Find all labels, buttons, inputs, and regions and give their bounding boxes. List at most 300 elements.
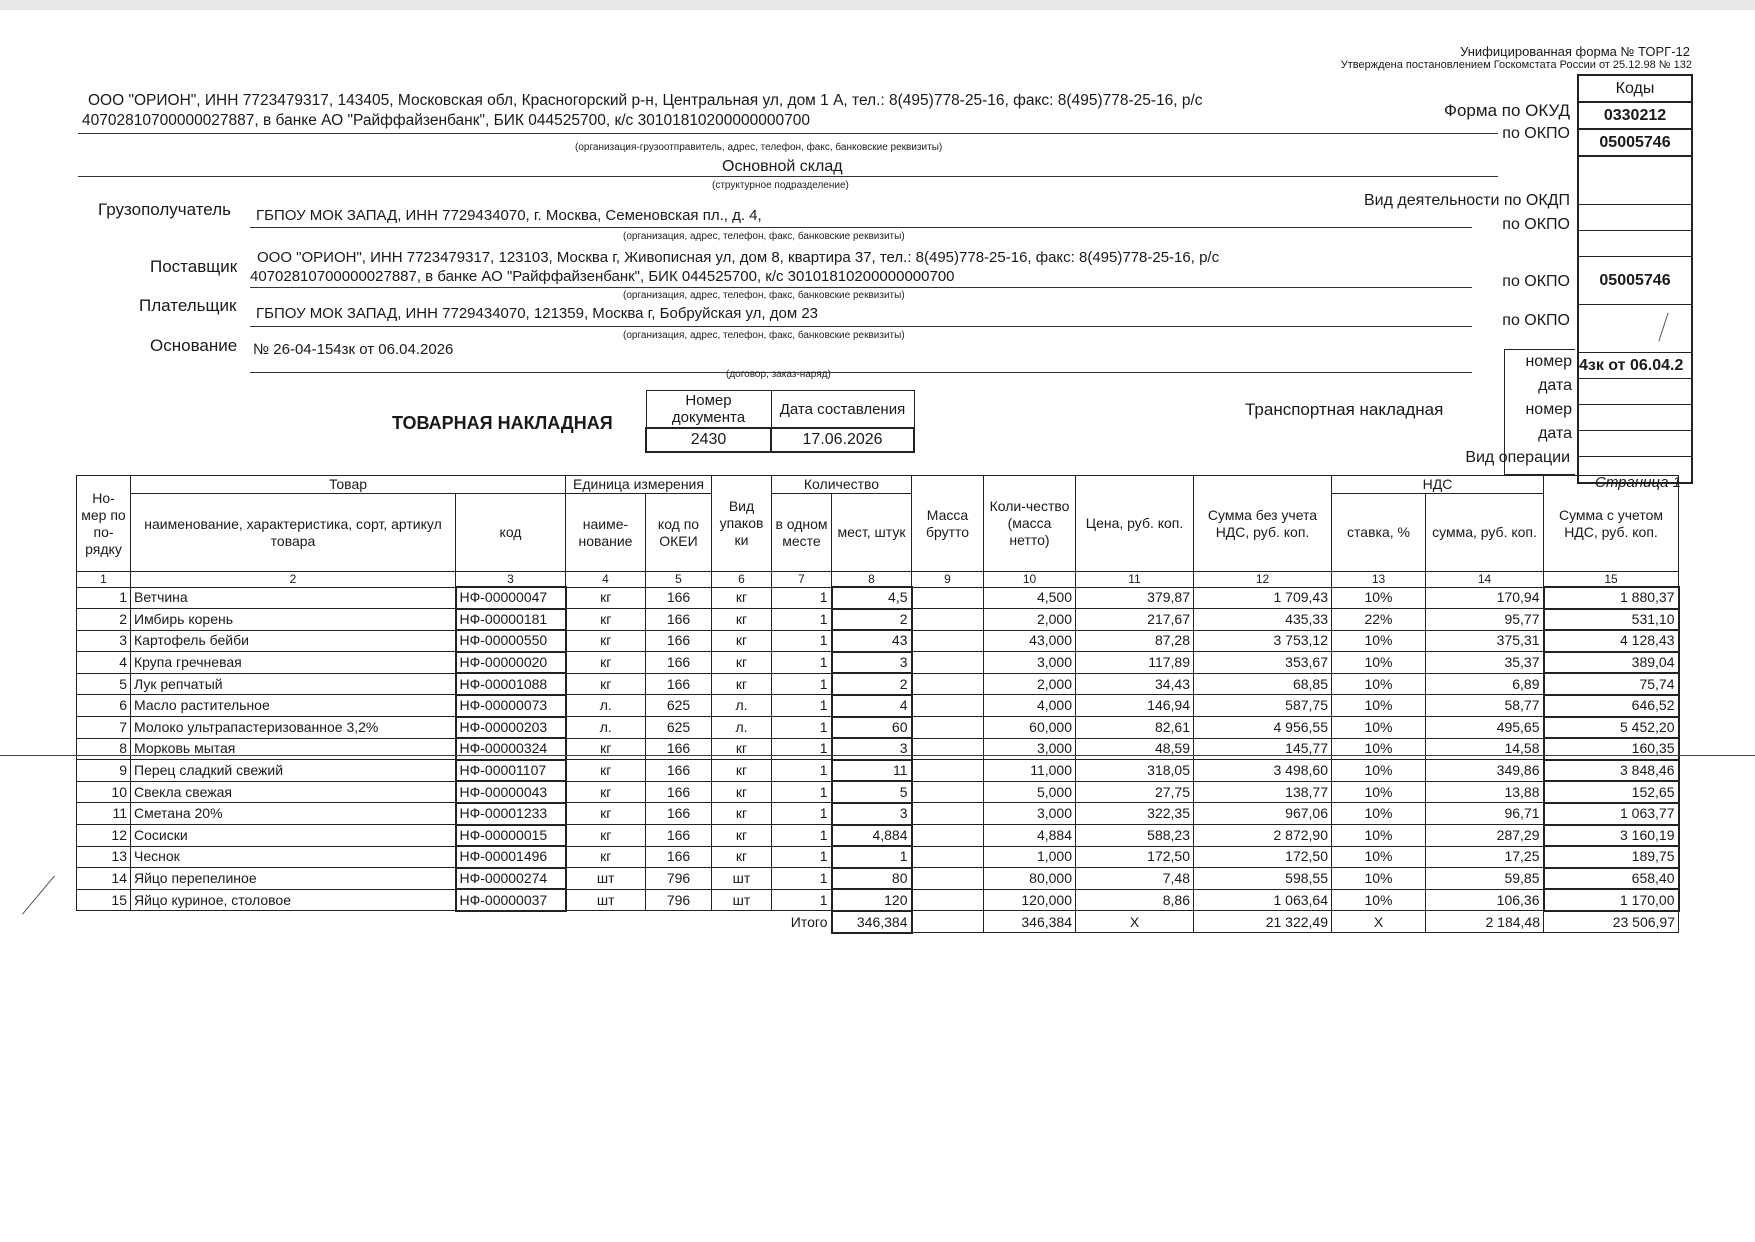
totals-places: 346,384 (832, 911, 912, 933)
row-number: 12 (77, 825, 131, 847)
item-net: 4,884 (984, 825, 1076, 847)
table-row (77, 695, 1679, 717)
item-name: Перец сладкий свежий (131, 760, 456, 782)
item-price: 146,94 (1076, 695, 1194, 717)
item-okei: 166 (646, 846, 712, 868)
item-name: Ветчина (131, 587, 456, 609)
item-sum: 4 956,55 (1194, 717, 1332, 739)
item-net: 1,000 (984, 846, 1076, 868)
item-places: 4 (832, 695, 912, 717)
item-gross (912, 695, 984, 717)
item-unit: кг (566, 760, 646, 782)
item-code: НФ-00001088 (456, 673, 566, 695)
item-price: 172,50 (1076, 846, 1194, 868)
row-number: 3 (77, 630, 131, 652)
item-total: 5 452,20 (1544, 717, 1679, 739)
item-gross (912, 868, 984, 890)
transport-number-label: номер (1525, 401, 1572, 418)
item-places: 4,884 (832, 825, 912, 847)
item-sum: 3 753,12 (1194, 630, 1332, 652)
item-name: Сосиски (131, 825, 456, 847)
item-per-place: 1 (772, 587, 832, 609)
item-okei: 166 (646, 630, 712, 652)
blank-code (1578, 156, 1692, 205)
item-okei: 796 (646, 889, 712, 911)
table-row (77, 760, 1679, 782)
col-number: 2 (131, 572, 456, 588)
item-name: Чеснок (131, 846, 456, 868)
item-price: 8,86 (1076, 889, 1194, 911)
item-vat-rate: 10% (1332, 781, 1426, 803)
item-total: 646,52 (1544, 695, 1679, 717)
item-net: 11,000 (984, 760, 1076, 782)
item-okei: 625 (646, 717, 712, 739)
row-number: 13 (77, 846, 131, 868)
item-places: 2 (832, 673, 912, 695)
th-places: мест, штук (832, 494, 912, 572)
table-row (77, 673, 1679, 695)
item-places: 120 (832, 889, 912, 911)
item-sum: 1 709,43 (1194, 587, 1332, 609)
division-value: Основной склад (722, 158, 843, 175)
item-net: 80,000 (984, 868, 1076, 890)
totals-rate: X (1332, 911, 1426, 933)
item-pack: кг (712, 803, 772, 825)
col-number: 11 (1076, 572, 1194, 588)
item-pack: кг (712, 760, 772, 782)
item-vat-sum: 375,31 (1426, 630, 1544, 652)
item-price: 318,05 (1076, 760, 1194, 782)
document-title: ТОВАРНАЯ НАКЛАДНАЯ (392, 413, 613, 433)
item-places: 3 (832, 738, 912, 760)
column-numbers-row (77, 572, 1679, 588)
item-pack: шт (712, 868, 772, 890)
okpo3-value: 05005746 (1578, 257, 1692, 305)
item-gross (912, 652, 984, 674)
item-per-place: 1 (772, 760, 832, 782)
item-code: НФ-00001496 (456, 846, 566, 868)
col-number: 7 (772, 572, 832, 588)
item-vat-sum: 35,37 (1426, 652, 1544, 674)
table-row (77, 781, 1679, 803)
item-price: 34,43 (1076, 673, 1194, 695)
item-gross (912, 630, 984, 652)
item-total: 389,04 (1544, 652, 1679, 674)
totals-label: Итого (790, 914, 828, 931)
operation-label: Вид операции (1465, 449, 1570, 466)
item-price: 7,48 (1076, 868, 1194, 890)
basis-date-label: дата (1538, 377, 1572, 394)
scan-strike-line (0, 755, 1755, 756)
totals-gross (912, 911, 984, 933)
shipper-line1: ООО "ОРИОН", ИНН 7723479317, 143405, Московская обл, Красногорский р-н, Центральная ул, дом 1 А, тел.: 8(495)778-25-16, факс: 8(495)778-25-16, р/с (88, 92, 1203, 109)
item-code: НФ-00000047 (456, 587, 566, 609)
item-vat-sum: 106,36 (1426, 889, 1544, 911)
item-total: 4 128,43 (1544, 630, 1679, 652)
item-pack: кг (712, 846, 772, 868)
shipper-line2: 40702810700000027887, в банке АО "Райффайзенбанк", БИК 044525700, к/с 30101810200000000700 (82, 112, 811, 129)
item-pack: кг (712, 587, 772, 609)
supplier-label: Поставщик (150, 257, 238, 276)
item-places: 80 (832, 868, 912, 890)
item-okei: 166 (646, 781, 712, 803)
item-total: 189,75 (1544, 846, 1679, 868)
item-name: Имбирь корень (131, 609, 456, 631)
item-net: 2,000 (984, 673, 1076, 695)
item-okei: 166 (646, 803, 712, 825)
item-gross (912, 889, 984, 911)
item-vat-rate: 10% (1332, 630, 1426, 652)
item-per-place: 1 (772, 803, 832, 825)
item-name: Яйцо перепелиное (131, 868, 456, 890)
basis-value: № 26-04-154зк от 06.04.2026 (253, 341, 454, 358)
row-number: 5 (77, 673, 131, 695)
col-number: 15 (1544, 572, 1679, 588)
th-okei: код по ОКЕИ (646, 494, 712, 572)
item-net: 3,000 (984, 652, 1076, 674)
item-vat-rate: 10% (1332, 695, 1426, 717)
item-name: Свекла свежая (131, 781, 456, 803)
th-sum-with-vat: Сумма с учетом НДС, руб. коп. (1544, 476, 1679, 572)
consignee-caption: (организация, адрес, телефон, факс, банковские реквизиты) (623, 231, 905, 242)
item-sum: 353,67 (1194, 652, 1332, 674)
item-vat-sum: 287,29 (1426, 825, 1544, 847)
okpo4-label: по ОКПО (1502, 312, 1570, 329)
item-code: НФ-00000203 (456, 717, 566, 739)
consignee-label: Грузополучатель (98, 200, 231, 219)
basis-number-value: 4зк от 06.04.2 (1578, 353, 1692, 379)
item-code: НФ-00001233 (456, 803, 566, 825)
codes-box (1577, 74, 1693, 484)
item-vat-sum: 17,25 (1426, 846, 1544, 868)
item-vat-sum: 349,86 (1426, 760, 1544, 782)
item-vat-rate: 10% (1332, 803, 1426, 825)
item-pack: кг (712, 630, 772, 652)
th-goods: Товар (131, 476, 566, 494)
item-places: 3 (832, 803, 912, 825)
table-row (77, 717, 1679, 739)
item-gross (912, 803, 984, 825)
item-unit: кг (566, 825, 646, 847)
item-net: 120,000 (984, 889, 1076, 911)
item-unit: кг (566, 781, 646, 803)
okpo3-label: по ОКПО (1502, 273, 1570, 290)
item-vat-sum: 96,71 (1426, 803, 1544, 825)
item-code: НФ-00000015 (456, 825, 566, 847)
item-vat-rate: 22% (1332, 609, 1426, 631)
item-okei: 166 (646, 587, 712, 609)
item-places: 2 (832, 609, 912, 631)
item-gross (912, 717, 984, 739)
shipper-caption: (организация-грузоотправитель, адрес, телефон, факс, банковские реквизиты) (575, 142, 943, 153)
item-per-place: 1 (772, 630, 832, 652)
item-name: Молоко ультрапастеризованное 3,2% (131, 717, 456, 739)
item-places: 43 (832, 630, 912, 652)
item-net: 4,500 (984, 587, 1076, 609)
item-places: 1 (832, 846, 912, 868)
item-name: Масло растительное (131, 695, 456, 717)
row-number: 1 (77, 587, 131, 609)
item-unit: л. (566, 717, 646, 739)
item-okei: 166 (646, 652, 712, 674)
doc-number-header: Номер документа (646, 391, 771, 429)
doc-number-value: 2430 (646, 428, 771, 452)
basis-date-value (1578, 379, 1692, 405)
item-total: 1 880,37 (1544, 587, 1679, 609)
basis-number-label: номер (1525, 353, 1572, 370)
th-unit-name: наиме-нование (566, 494, 646, 572)
th-num: Но-мер по по-рядку (77, 476, 131, 572)
item-pack: кг (712, 673, 772, 695)
goods-rows (77, 587, 1679, 911)
item-pack: кг (712, 781, 772, 803)
item-pack: кг (712, 652, 772, 674)
th-goods-name: наименование, характеристика, сорт, артикул товара (131, 494, 456, 572)
item-unit: кг (566, 673, 646, 695)
item-unit: кг (566, 652, 646, 674)
item-net: 43,000 (984, 630, 1076, 652)
item-total: 3 848,46 (1544, 760, 1679, 782)
th-qty: Количество (772, 476, 912, 494)
item-vat-rate: 10% (1332, 846, 1426, 868)
transport-label: Транспортная накладная (1245, 400, 1444, 419)
item-sum: 68,85 (1194, 673, 1332, 695)
th-net: Коли-чество (масса нетто) (984, 476, 1076, 572)
th-gross: Масса брутто (912, 476, 984, 572)
row-number: 10 (77, 781, 131, 803)
table-row (77, 738, 1679, 760)
row-number: 11 (77, 803, 131, 825)
item-sum: 967,06 (1194, 803, 1332, 825)
th-vat-sum: сумма, руб. коп. (1426, 494, 1544, 572)
totals-vat: 2 184,48 (1426, 911, 1544, 933)
item-sum: 1 063,64 (1194, 889, 1332, 911)
item-sum: 3 498,60 (1194, 760, 1332, 782)
col-number: 4 (566, 572, 646, 588)
totals-net: 346,384 (984, 911, 1076, 933)
row-number: 6 (77, 695, 131, 717)
table-row (77, 587, 1679, 609)
table-row (77, 889, 1679, 911)
item-unit: кг (566, 738, 646, 760)
item-net: 2,000 (984, 609, 1076, 631)
col-number: 6 (712, 572, 772, 588)
col-number: 14 (1426, 572, 1544, 588)
item-code: НФ-00000073 (456, 695, 566, 717)
item-unit: кг (566, 630, 646, 652)
table-row (77, 803, 1679, 825)
item-unit: кг (566, 846, 646, 868)
okpo2-value (1578, 231, 1692, 257)
th-price: Цена, руб. коп. (1076, 476, 1194, 572)
doc-date-value: 17.06.2026 (771, 428, 914, 452)
item-per-place: 1 (772, 695, 832, 717)
item-price: 588,23 (1076, 825, 1194, 847)
item-pack: кг (712, 738, 772, 760)
col-number: 10 (984, 572, 1076, 588)
totals-row (77, 911, 1679, 933)
item-okei: 166 (646, 825, 712, 847)
item-total: 658,40 (1544, 868, 1679, 890)
th-code: код (456, 494, 566, 572)
item-net: 3,000 (984, 738, 1076, 760)
row-number: 2 (77, 609, 131, 631)
col-number: 3 (456, 572, 566, 588)
th-per-place: в одном месте (772, 494, 832, 572)
division-caption: (структурное подразделение) (712, 180, 849, 191)
item-code: НФ-00000274 (456, 868, 566, 890)
item-code: НФ-00000324 (456, 738, 566, 760)
table-row (77, 609, 1679, 631)
item-vat-rate: 10% (1332, 868, 1426, 890)
item-per-place: 1 (772, 825, 832, 847)
col-number: 13 (1332, 572, 1426, 588)
pen-margin-mark (22, 876, 55, 915)
transport-date-label: дата (1538, 425, 1572, 442)
row-number: 8 (77, 738, 131, 760)
item-pack: кг (712, 825, 772, 847)
item-vat-sum: 495,65 (1426, 717, 1544, 739)
item-vat-sum: 13,88 (1426, 781, 1544, 803)
transport-number-value (1578, 405, 1692, 431)
item-places: 4,5 (832, 587, 912, 609)
goods-table (76, 475, 1680, 934)
item-sum: 435,33 (1194, 609, 1332, 631)
item-okei: 796 (646, 868, 712, 890)
item-vat-sum: 58,77 (1426, 695, 1544, 717)
col-number: 8 (832, 572, 912, 588)
row-number: 7 (77, 717, 131, 739)
item-name: Лук репчатый (131, 673, 456, 695)
item-total: 531,10 (1544, 609, 1679, 631)
th-vat-rate: ставка, % (1332, 494, 1426, 572)
item-gross (912, 673, 984, 695)
table-row (77, 868, 1679, 890)
item-gross (912, 846, 984, 868)
item-places: 3 (832, 652, 912, 674)
okdp-label: Вид деятельности по ОКДП (1363, 192, 1570, 209)
item-vat-rate: 10% (1332, 760, 1426, 782)
item-pack: шт (712, 889, 772, 911)
page-label: Страница 1 (1595, 474, 1682, 491)
okpo-value: 05005746 (1578, 129, 1692, 156)
item-vat-sum: 95,77 (1426, 609, 1544, 631)
item-total: 1 170,00 (1544, 889, 1679, 911)
item-per-place: 1 (772, 738, 832, 760)
okpo4-value (1578, 305, 1692, 353)
supplier-line2: 40702810700000027887, в банке АО "Райффайзенбанк", БИК 044525700, к/с 30101810200000000700 (250, 268, 955, 285)
scan-edge (0, 0, 1755, 10)
table-row (77, 825, 1679, 847)
okud-value: 0330212 (1578, 102, 1692, 129)
item-sum: 587,75 (1194, 695, 1332, 717)
item-per-place: 1 (772, 781, 832, 803)
item-net: 5,000 (984, 781, 1076, 803)
item-name: Яйцо куриное, столовое (131, 889, 456, 911)
item-unit: шт (566, 868, 646, 890)
item-per-place: 1 (772, 609, 832, 631)
row-number: 9 (77, 760, 131, 782)
col-number: 5 (646, 572, 712, 588)
item-sum: 2 872,90 (1194, 825, 1332, 847)
row-number: 4 (77, 652, 131, 674)
supplier-line1: ООО "ОРИОН", ИНН 7723479317, 123103, Москва г, Живописная ул, дом 8, квартира 37, тел.: 8(495)778-25-16, факс: 8(495)778-25-16, р/с (257, 249, 1220, 266)
item-gross (912, 738, 984, 760)
item-name: Сметана 20% (131, 803, 456, 825)
item-price: 322,35 (1076, 803, 1194, 825)
col-number: 9 (912, 572, 984, 588)
item-code: НФ-00000550 (456, 630, 566, 652)
item-places: 60 (832, 717, 912, 739)
item-name: Морковь мытая (131, 738, 456, 760)
item-price: 82,61 (1076, 717, 1194, 739)
item-per-place: 1 (772, 846, 832, 868)
item-vat-rate: 10% (1332, 717, 1426, 739)
th-sum-no-vat: Сумма без учета НДС, руб. коп. (1194, 476, 1332, 572)
item-vat-sum: 59,85 (1426, 868, 1544, 890)
row-number: 14 (77, 868, 131, 890)
item-gross (912, 781, 984, 803)
item-per-place: 1 (772, 717, 832, 739)
item-total: 3 160,19 (1544, 825, 1679, 847)
th-unit: Единица измерения (566, 476, 712, 494)
item-per-place: 1 (772, 652, 832, 674)
item-net: 3,000 (984, 803, 1076, 825)
item-per-place: 1 (772, 673, 832, 695)
okud-label: Форма по ОКУД (1444, 101, 1570, 120)
item-unit: кг (566, 587, 646, 609)
item-gross (912, 825, 984, 847)
item-places: 11 (832, 760, 912, 782)
item-name: Крупа гречневая (131, 652, 456, 674)
item-okei: 166 (646, 609, 712, 631)
item-code: НФ-00000020 (456, 652, 566, 674)
item-vat-sum: 170,94 (1426, 587, 1544, 609)
item-places: 5 (832, 781, 912, 803)
basis-caption: (договор, заказ-наряд) (726, 369, 831, 380)
item-pack: л. (712, 695, 772, 717)
table-row (77, 652, 1679, 674)
item-vat-rate: 10% (1332, 673, 1426, 695)
codes-header: Коды (1578, 75, 1692, 102)
item-total: 1 063,77 (1544, 803, 1679, 825)
item-pack: л. (712, 717, 772, 739)
item-vat-rate: 10% (1332, 825, 1426, 847)
payer-caption: (организация, адрес, телефон, факс, банковские реквизиты) (623, 330, 905, 341)
table-row (77, 630, 1679, 652)
item-vat-sum: 14,58 (1426, 738, 1544, 760)
totals-total: 23 506,97 (1544, 911, 1679, 933)
item-sum: 172,50 (1194, 846, 1332, 868)
item-code: НФ-00000037 (456, 889, 566, 911)
item-vat-rate: 10% (1332, 652, 1426, 674)
payer-label: Плательщик (139, 296, 237, 315)
item-price: 217,67 (1076, 609, 1194, 631)
th-pack: Вид упаков ки (712, 476, 772, 572)
item-gross (912, 760, 984, 782)
item-unit: шт (566, 889, 646, 911)
item-vat-rate: 10% (1332, 889, 1426, 911)
item-okei: 166 (646, 760, 712, 782)
basis-label: Основание (150, 336, 238, 355)
item-price: 87,28 (1076, 630, 1194, 652)
supplier-caption: (организация, адрес, телефон, факс, банковские реквизиты) (623, 290, 905, 301)
item-net: 60,000 (984, 717, 1076, 739)
item-pack: кг (712, 609, 772, 631)
item-unit: л. (566, 695, 646, 717)
item-net: 4,000 (984, 695, 1076, 717)
item-vat-sum: 6,89 (1426, 673, 1544, 695)
